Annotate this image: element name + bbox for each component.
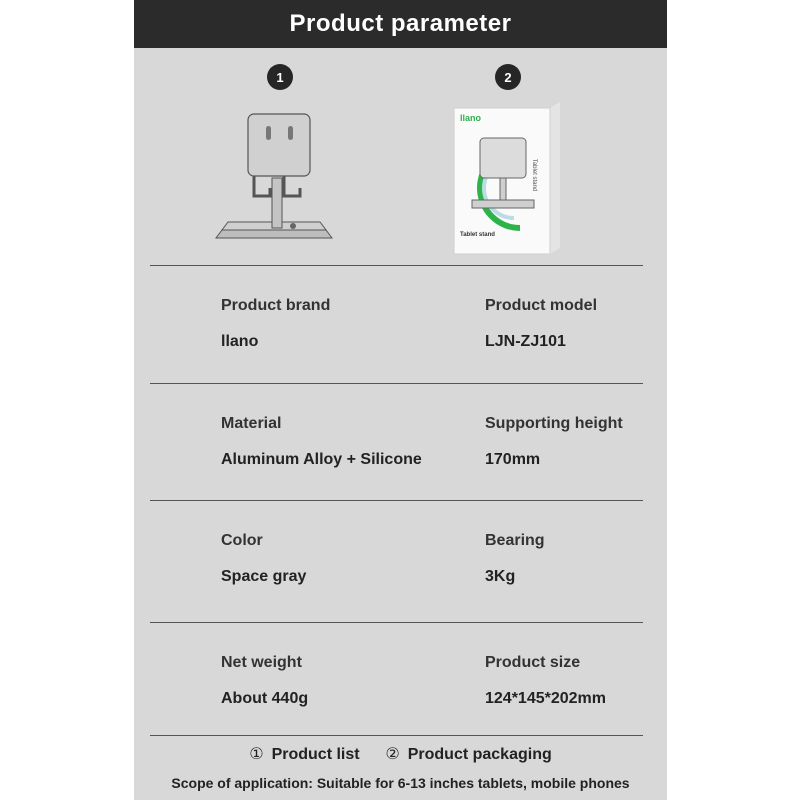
- tablet-stand-image: [214, 108, 334, 248]
- spec-value-model: LJN-ZJ101: [485, 333, 566, 350]
- spec-value-product-size: 124*145*202mm: [485, 690, 606, 707]
- legend-2-text: Product packaging: [407, 746, 552, 763]
- divider: [150, 265, 643, 266]
- spec-value-color: Space gray: [221, 568, 307, 585]
- spec-value-net-weight: About 440g: [221, 690, 309, 707]
- legend-1-text: Product list: [271, 746, 360, 763]
- badge-1: 1: [267, 64, 293, 90]
- legend-1-number: ①: [249, 746, 264, 763]
- spec-label-bearing: Bearing: [485, 532, 545, 549]
- divider: [150, 622, 643, 623]
- spec-value-bearing: 3Kg: [485, 568, 516, 585]
- divider: [150, 383, 643, 384]
- packaging-box-image: [450, 100, 570, 260]
- product-parameter-panel: [134, 0, 667, 800]
- box-side-text: Tablet stand: [531, 158, 538, 192]
- legend: [134, 744, 667, 764]
- box-brand-text: llano: [460, 113, 482, 123]
- spec-label-supporting-height: Supporting height: [485, 415, 623, 432]
- box-label-text: Tablet stand: [460, 232, 495, 238]
- badge-2: 2: [495, 64, 521, 90]
- spec-value-supporting-height: 170mm: [485, 451, 541, 468]
- spec-label-net-weight: Net weight: [221, 654, 302, 671]
- spec-label-model: Product model: [485, 297, 598, 314]
- spec-label-color: Color: [221, 532, 263, 549]
- spec-value-brand: llano: [221, 333, 259, 350]
- divider: [150, 500, 643, 501]
- divider: [150, 735, 643, 736]
- spec-label-brand: Product brand: [221, 297, 331, 314]
- legend-2-number: ②: [385, 746, 400, 763]
- spec-label-product-size: Product size: [485, 654, 581, 671]
- spec-label-material: Material: [221, 415, 282, 432]
- page-title: Product parameter: [134, 0, 667, 48]
- spec-value-material: Aluminum Alloy + Silicone: [221, 451, 422, 468]
- scope-of-application: Scope of application: Suitable for 6-13 inches tablets, mobile phones: [171, 775, 630, 791]
